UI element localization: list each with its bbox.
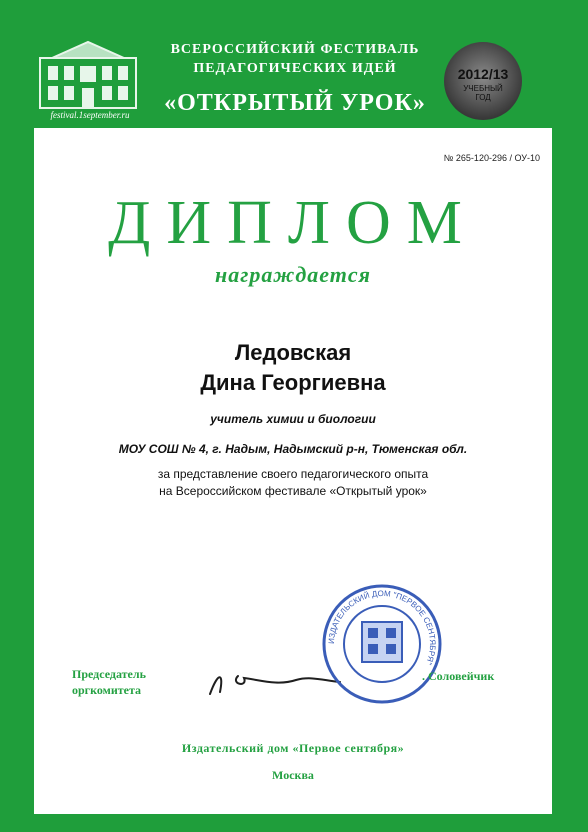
festival-title-line2: ПЕДАГОГИЧЕСКИХ ИДЕЙ (193, 61, 397, 76)
recipient-given-names: Дина Георгиевна (200, 370, 386, 395)
city-name: Москва (272, 768, 314, 782)
seal-stamp-icon (320, 582, 444, 706)
recipient-school: МОУ СОШ № 4, г. Надым, Надымский р-н, Тюменская обл. (118, 442, 468, 456)
badge-year: 2012/13 (457, 66, 509, 82)
reason-line-2: на Всероссийском фестивале «Открытый урок» (159, 484, 427, 498)
awarded-text: награждается (215, 262, 371, 287)
publisher-name: Издательский дом «Первое сентября» (181, 741, 405, 755)
recipient-surname: Ледовская (234, 340, 352, 365)
diploma-title: ДИПЛОМ (108, 189, 478, 257)
certificate-header (0, 0, 588, 128)
website-label: festival.1september.ru (50, 110, 130, 120)
chair-line-1: Председатель (72, 667, 146, 681)
festival-title-line1: ВСЕРОССИЙСКИЙ ФЕСТИВАЛЬ (170, 42, 420, 57)
svg-text:ИЗДАТЕЛЬСКИЙ ДОМ "ПЕРВОЕ СЕНТЯ: ИЗДАТЕЛЬСКИЙ ДОМ "ПЕРВОЕ СЕНТЯБРЯ" (326, 588, 438, 667)
document-number: № 265-120-296 / ОУ-10 (443, 153, 540, 163)
signer-name: . Соловейчик (422, 669, 495, 683)
chair-line-2: оргкомитета (72, 683, 141, 697)
building-logo-icon (38, 38, 138, 120)
chair-caption (72, 666, 192, 698)
badge-label: УЧЕБНЫЙ ГОД (463, 84, 503, 102)
recipient-position: учитель химии и биологии (210, 412, 376, 426)
festival-name: «ОТКРЫТЫЙ УРОК» (164, 90, 426, 116)
reason-line-1: за представление своего педагогического опыта (157, 467, 429, 481)
